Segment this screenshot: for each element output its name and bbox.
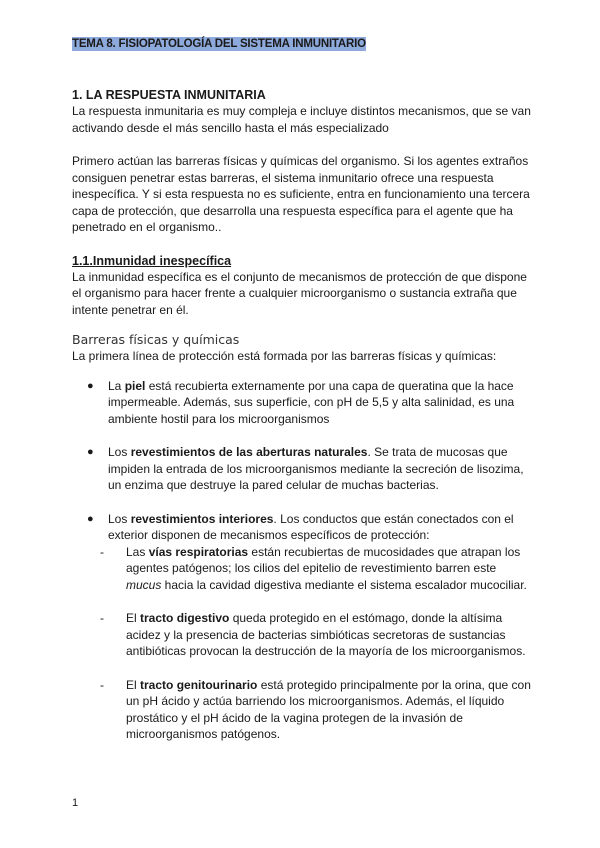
paragraph: La respuesta inmunitaria es muy compleja e incluye distintos mecanismos, que se van activando desde el más sencillo hasta el más especializado [72,104,531,135]
page-number: 1 [72,797,79,809]
dash-icon: - [100,544,104,559]
item-italic: mucus [126,577,162,592]
dash-list [72,544,532,743]
item-text: . Los conductos que están conectados con el exterior disponen de mecanismos específicos de protección: [108,511,514,542]
document-title: TEMA 8. FISIOPATOLOGÍA DEL SISTEMA INMUNITARIO [72,38,366,50]
paragraph: La inmunidad específica es el conjunto de mecanismos de protección de que dispone el organismo para hacer frente a cualquier microorganismo o sustancia extraña que intente penetrar en él. [72,269,527,317]
item-bold: revestimientos interiores [130,511,274,526]
item-text: están recubiertas de mucosidades que atrapan los agentes patógenos; los cilios del epitelio de revestimiento barren este [126,544,521,575]
list-item [90,544,532,594]
section-title: 1. LA RESPUESTA INMUNITARIA [72,88,266,102]
item-text: El [126,677,141,692]
item-text: Las [126,544,149,559]
item-bold: revestimientos de las aberturas naturales [130,445,368,459]
paragraph: Primero actúan las barreras físicas y químicas del organismo. Si los agentes extraños consiguen penetrar estas barreras, el sistema inmunitario ofrece una respuesta inespecífica. Y si esta respuesta no es suficiente, entra en funcionamiento una tercera capa de protección, que desarrolla una respuesta específica para el agente que ha penetrado en el organismo.. [72,154,530,234]
document-page [72,34,532,760]
bullet-icon: ● [87,379,94,392]
item-text: hacia la cavidad digestiva mediante el sistema escalador mucociliar. [161,577,527,592]
subsection-title: 1.1.Inmunidad inespecífica [72,253,232,268]
item-text: . Se trata de mucosas que impiden la entrada de los microorganismos mediante la secreción de lisozima, un enzima que destruye la pared celular de muchas bacterias. [108,445,524,492]
item-text: queda protegido en el estómago, donde la altísima acidez y la presencia de bacterias simbióticas secretoras de sustancias antibióticas provocan la destrucción de la mayoría de los microorganismos. [126,611,526,658]
item-bold: tracto genitourinario [140,677,258,692]
item-bold: piel [124,378,146,393]
dash-icon: - [100,611,104,625]
list-item [90,610,532,660]
item-text: Los [108,511,131,526]
list-item [90,677,532,743]
bullet-icon: ● [87,446,94,458]
item-text: La [108,378,125,393]
list-item [72,378,532,428]
list-item [72,511,532,743]
item-text: está recubierta externamente por una capa de queratina que la hace impermeable. Además, sus superficie, con pH de 5,5 y alta salinidad, es una ambiente hostil para los microorganismos [108,378,515,426]
heading-barreras: Barreras físicas y químicas [72,332,240,347]
bullet-list [72,378,532,743]
item-text: Los [108,445,131,459]
list-item [72,444,532,494]
paragraph: La primera línea de protección está formada por las barreras físicas y químicas: [72,349,497,363]
bullet-icon: ● [87,512,94,525]
item-text: está protegido principalmente por la orina, que con un pH ácido y actúa barriendo los microorganismos. Además, el líquido prostático y el pH ácido de la vagina protegen de la invasión de microorganismos patógenos. [126,677,531,741]
dash-icon: - [100,677,104,692]
item-bold: vías respiratorias [148,544,249,559]
item-bold: tracto digestivo [140,611,230,625]
item-text: El [126,611,141,625]
